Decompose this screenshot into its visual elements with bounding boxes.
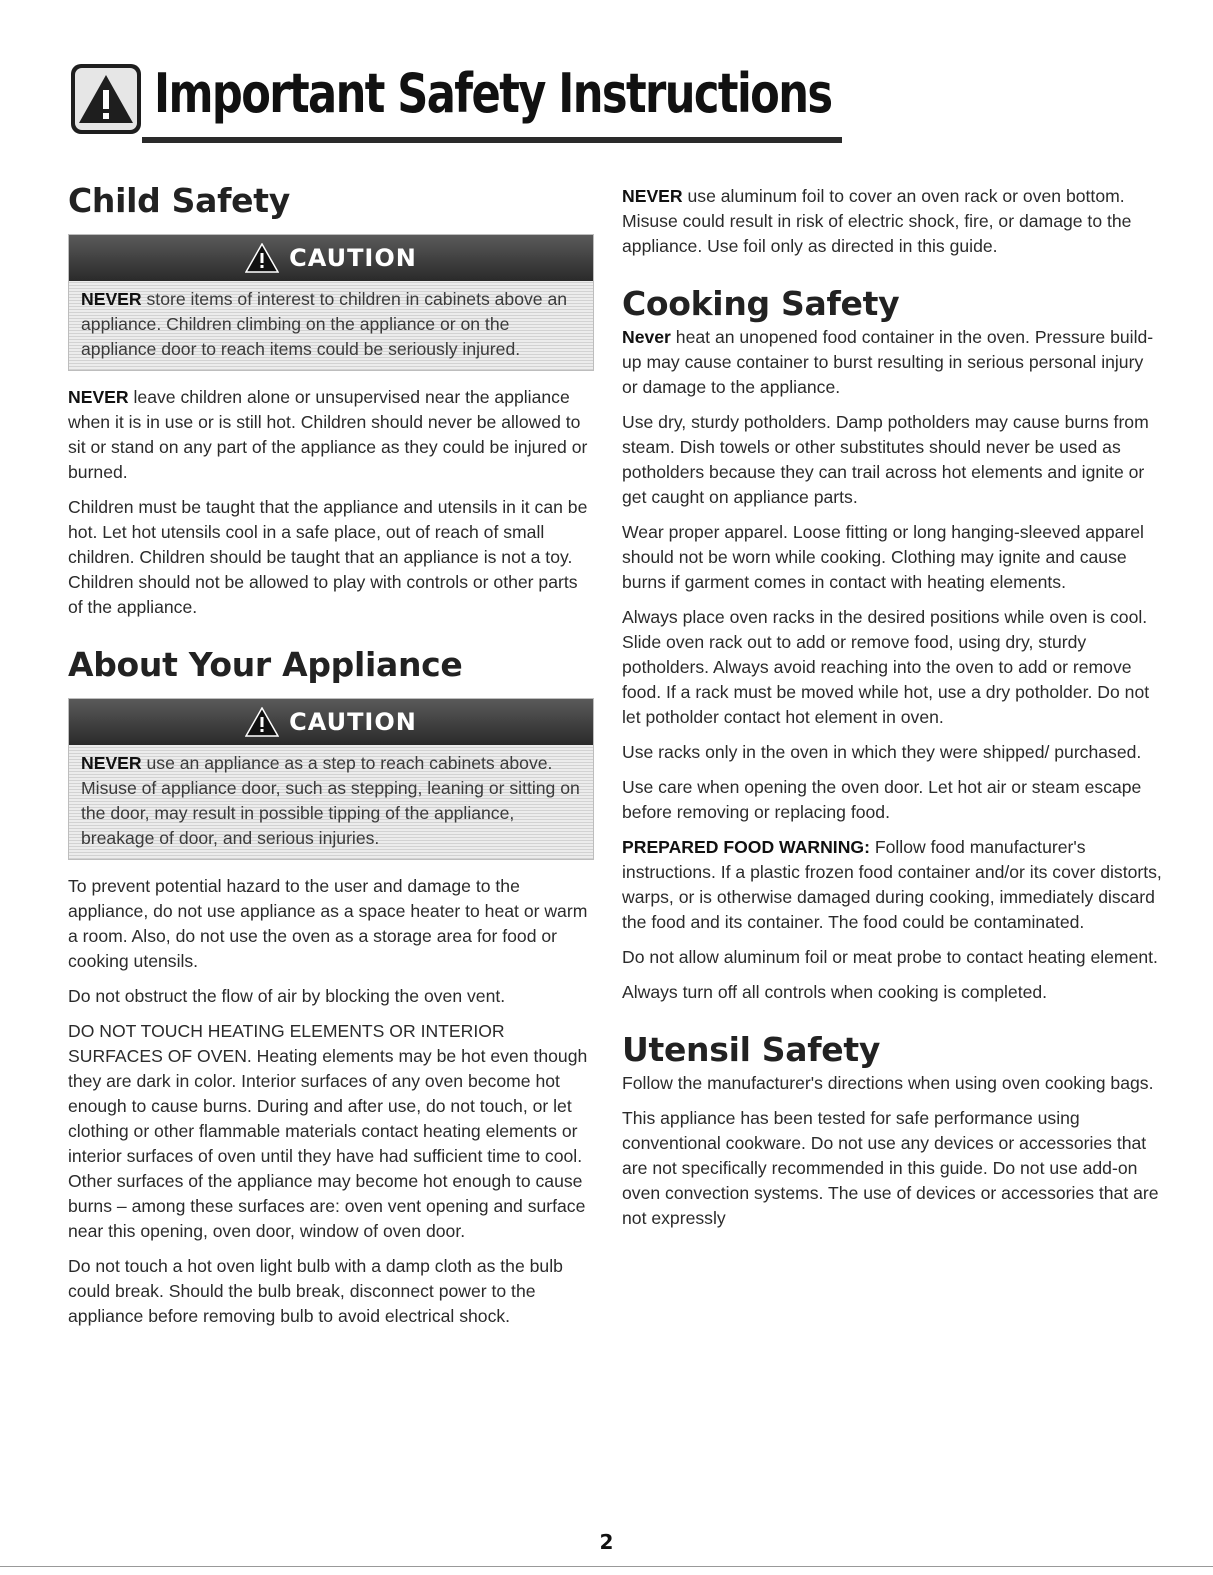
paragraph-lead: PREPARED FOOD WARNING:	[622, 837, 870, 857]
paragraph-lead: Never	[622, 327, 671, 347]
page-number: 2	[599, 1530, 614, 1554]
paragraph: Do not allow aluminum foil or meat probe to contact heating element.	[622, 947, 1158, 967]
caution-label: CAUTION	[289, 708, 417, 736]
utensil-safety-heading: Utensil Safety	[622, 1030, 881, 1069]
paragraph-lead: NEVER	[622, 186, 683, 206]
paragraph-text: Follow food manufacturer's instructions. If a plastic frozen food container and/or its cover distorts, warps, or is otherwise damaged during cooking, immediately discard the food and its container. The food could be contaminated.	[622, 837, 1162, 932]
paragraph-text: use aluminum foil to cover an oven rack or oven bottom. Misuse could result in risk of electric shock, fire, or damage to the appliance. Use foil only as directed in this guide.	[622, 186, 1132, 256]
paragraph: Do not touch a hot oven light bulb with a damp cloth as the bulb could break. Should the bulb break, disconnect power to the appliance before removing bulb to avoid electrical shock.	[68, 1256, 563, 1326]
paragraph-lead: NEVER	[68, 387, 129, 407]
paragraph: This appliance has been tested for safe performance using conventional cookware. Do not use any devices or accessories that are not specifically recommended in this guide. Do not use add-on oven convection systems. The use of devices or accessories that are not expressly	[622, 1108, 1159, 1228]
bottom-rule	[0, 1566, 1213, 1567]
left-column	[68, 180, 594, 1339]
caution-banner	[69, 235, 593, 281]
child-safety-heading: Child Safety	[68, 181, 290, 220]
caution-body-text: use an appliance as a step to reach cabinets above. Misuse of appliance door, such as stepping, leaning or sitting on the door, may result in possible tipping of the appliance, breakage of door, and serious injuries.	[81, 753, 580, 848]
page-title: Important Safety Instructions	[154, 62, 832, 125]
caution-lead: NEVER	[81, 753, 142, 773]
child-safety-caution-box	[68, 234, 594, 371]
title-underline	[142, 137, 842, 143]
about-appliance-heading: About Your Appliance	[68, 645, 463, 684]
paragraph	[622, 835, 1162, 935]
about-appliance-caution-box	[68, 698, 594, 860]
paragraph: Use dry, sturdy potholders. Damp potholders may cause burns from steam. Dish towels or other substitutes should never be used as potholders because they can trail across hot elements and ignite or get caught on appliance parts.	[622, 412, 1149, 507]
paragraph: Children must be taught that the appliance and utensils in it can be hot. Let hot utensils cool in a safe place, out of reach of small children. Children should be taught that an appliance is not a toy. Children should not be allowed to play with controls or other parts of the appliance.	[68, 497, 588, 617]
caution-banner	[69, 699, 593, 745]
paragraph: Use care when opening the oven door. Let hot air or steam escape before removing or replacing food.	[622, 777, 1142, 822]
caution-lead: NEVER	[81, 289, 142, 309]
paragraph: Always turn off all controls when cooking is completed.	[622, 982, 1048, 1002]
caution-triangle-icon	[245, 707, 279, 737]
paragraph: Do not obstruct the flow of air by blocking the oven vent.	[68, 986, 506, 1006]
paragraph	[622, 184, 1162, 259]
warning-triangle-icon	[70, 63, 142, 135]
paragraph: To prevent potential hazard to the user and damage to the appliance, do not use appliance as a space heater to heat or warm a room. Also, do not use the oven as a storage area for food or cooking utensils.	[68, 876, 588, 971]
paragraph	[622, 325, 1162, 400]
caution-triangle-icon	[245, 243, 279, 273]
caution-body-text: store items of interest to children in cabinets above an appliance. Children climbing on the appliance or on the appliance door to reach items could be seriously injured.	[81, 289, 568, 359]
paragraph: DO NOT TOUCH HEATING ELEMENTS OR INTERIOR SURFACES OF OVEN. Heating elements may be hot even though they are dark in color. Interior surfaces of any oven become hot enough to cause burns. During and after use, do not touch, or let clothing or other flammable materials contact heating elements or interior surfaces of oven until they have had sufficient time to cool. Other surfaces of the appliance may become hot enough to cause burns – among these surfaces are: oven vent opening and surface near this opening, oven door, window of oven door.	[68, 1021, 588, 1241]
right-column	[622, 184, 1162, 1241]
paragraph: Follow the manufacturer's directions when using oven cooking bags.	[622, 1073, 1154, 1093]
paragraph: Use racks only in the oven in which they were shipped/ purchased.	[622, 742, 1142, 762]
caution-label: CAUTION	[289, 244, 417, 272]
paragraph-text: heat an unopened food container in the oven. Pressure build-up may cause container to burst resulting in serious personal injury or damage to the appliance.	[622, 327, 1154, 397]
caution-text	[69, 745, 593, 859]
paragraph	[68, 385, 594, 485]
paragraph: Always place oven racks in the desired positions while oven is cool. Slide oven rack out to add or remove food, using dry, sturdy potholders. Always avoid reaching into the oven to add or remove food. If a rack must be moved while hot, use a dry potholder. Do not let potholder contact hot element in oven.	[622, 607, 1150, 727]
page-header	[70, 55, 832, 147]
paragraph-text: leave children alone or unsupervised near the appliance when it is in use or is still hot. Children should never be allowed to sit or stand on any part of the appliance as they could be injured or burned.	[68, 387, 588, 482]
caution-text	[69, 281, 593, 370]
cooking-safety-heading: Cooking Safety	[622, 284, 900, 323]
paragraph: Wear proper apparel. Loose fitting or long hanging-sleeved apparel should not be worn while cooking. Clothing may ignite and cause burns if garment comes in contact with heating elements.	[622, 522, 1144, 592]
